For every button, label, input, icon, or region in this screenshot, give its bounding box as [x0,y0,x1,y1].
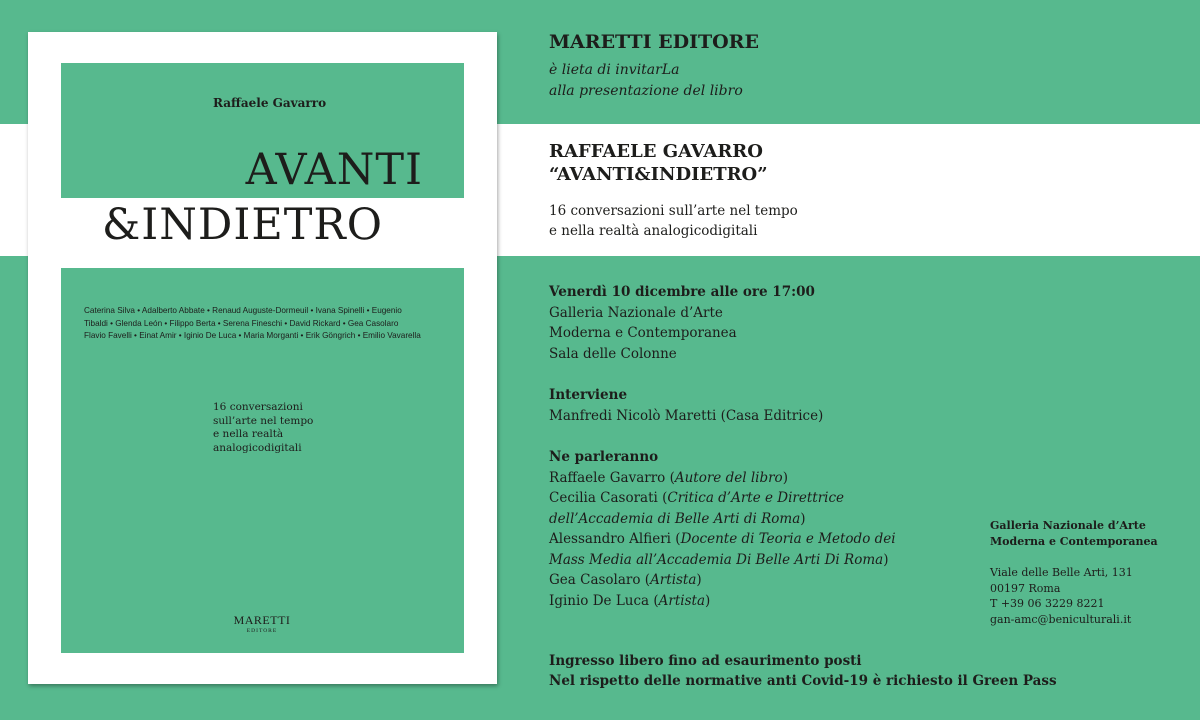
cover-subtitle-line: analogicodigitali [213,441,302,454]
speaker-role: Autore del libro [674,469,783,486]
contributors-line: Caterina Silva • Adalberto Abbate • Renaud Auguste-Dormeuil • Ivana Spinelli • Eugenio [84,306,402,315]
publisher-logo [230,613,294,634]
invitation-line: è lieta di invitarLa [549,62,680,78]
logo-main: MARETTI [233,613,291,627]
speaker-item: Iginio De Luca (Artista) [549,592,711,609]
book-cover [28,32,497,684]
cover-title-line1: AVANTI [245,145,423,195]
cover-subtitle-line: 16 conversazioni [213,401,303,413]
notice-line: Ingresso libero fino ad esaurimento posti [549,653,862,669]
speaker-role: dell’Accademia di Belle Arti di Roma [549,510,801,527]
cover-subtitle [213,401,363,455]
speaker-item: Raffaele Gavarro (Autore del libro) [549,469,788,486]
cover-subtitle-line: sull’arte nel tempo [213,414,314,427]
speaker-name: Cecilia Casorati [549,490,658,506]
venue-name-line: Moderna e Contemporanea [990,534,1158,548]
speaker-role: Artista [650,572,697,588]
venue-email: gan-amc@beniculturali.it [990,612,1132,626]
speaker-name: Raffaele Gavarro [549,469,666,486]
speaker-name: Gea Casolaro [549,572,641,588]
speaker-item: Alessandro Alfieri (Docente di Teoria e Metodo dei [549,531,896,547]
venue-block [990,518,1158,627]
book-author: RAFFAELE GAVARRO [549,141,763,162]
speakers-label: Ne parleranno [549,449,659,465]
venue-address: Viale delle Belle Arti, 131 [990,566,1133,579]
speaker-item-cont: Mass Media all’Accademia Di Belle Arti Di Roma) [549,551,889,568]
book-subtitle-line: 16 conversazioni sull’arte nel tempo [549,203,798,219]
speaker-name: Iginio De Luca [549,592,650,609]
speaker-role: Mass Media all’Accademia Di Belle Arti Di Roma [549,551,884,568]
intervenes-label: Interviene [549,387,628,403]
venue-phone: T +39 06 3229 8221 [990,597,1105,610]
location-line: Moderna e Contemporanea [549,325,737,341]
speaker-role: Docente di Teoria e Metodo dei [680,531,896,547]
invitation-text [549,60,743,102]
event-details [549,282,979,611]
logo-sub: EDITORE [246,628,278,634]
cover-title-line2: &INDIETRO [102,200,384,250]
venue-city: 00197 Roma [990,581,1061,595]
invitation-line: alla presentazione del libro [549,83,743,99]
book-subtitle [549,201,798,241]
contributors-line: Tibaldi • Glenda León • Filippo Berta • Serena Fineschi • David Rickard • Gea Casolaro [84,318,399,328]
speaker-item: Gea Casolaro (Artista) [549,572,702,588]
entry-notice [549,651,1057,691]
book-subtitle-line: e nella realtà analogicodigitali [549,223,758,239]
venue-name-line: Galleria Nazionale d’Arte [990,519,1146,532]
contributors-line: Flavio Favelli • Einat Amir • Iginio De Luca • Maria Morganti • Erik Göngrich • Emilio Vavarella [84,331,421,340]
speaker-item: Cecilia Casorati (Critica d’Arte e Direttrice [549,490,845,506]
notice-line: Nel rispetto delle normative anti Covid-19 è richiesto il Green Pass [549,673,1057,689]
cover-author: Raffaele Gavarro [213,96,327,110]
location-line: Sala delle Colonne [549,345,677,362]
cover-subtitle-line: e nella realtà [213,428,284,440]
cover-artwork [61,63,464,653]
location-line: Galleria Nazionale d’Arte [549,304,723,321]
speaker-role: Artista [658,592,706,609]
cover-contributors [84,305,444,343]
publisher-name: MARETTI EDITORE [549,31,759,53]
speaker-item-cont: dell’Accademia di Belle Arti di Roma) [549,510,806,527]
speaker-role: Critica d’Arte e Direttrice [667,490,845,506]
book-title: “AVANTI&INDIETRO” [549,164,768,185]
intervenes-name: Manfredi Nicolò Maretti (Casa Editrice) [549,407,824,424]
event-date-time: Venerdì 10 dicembre alle ore 17:00 [549,284,815,300]
speaker-name: Alessandro Alfieri [549,531,672,547]
